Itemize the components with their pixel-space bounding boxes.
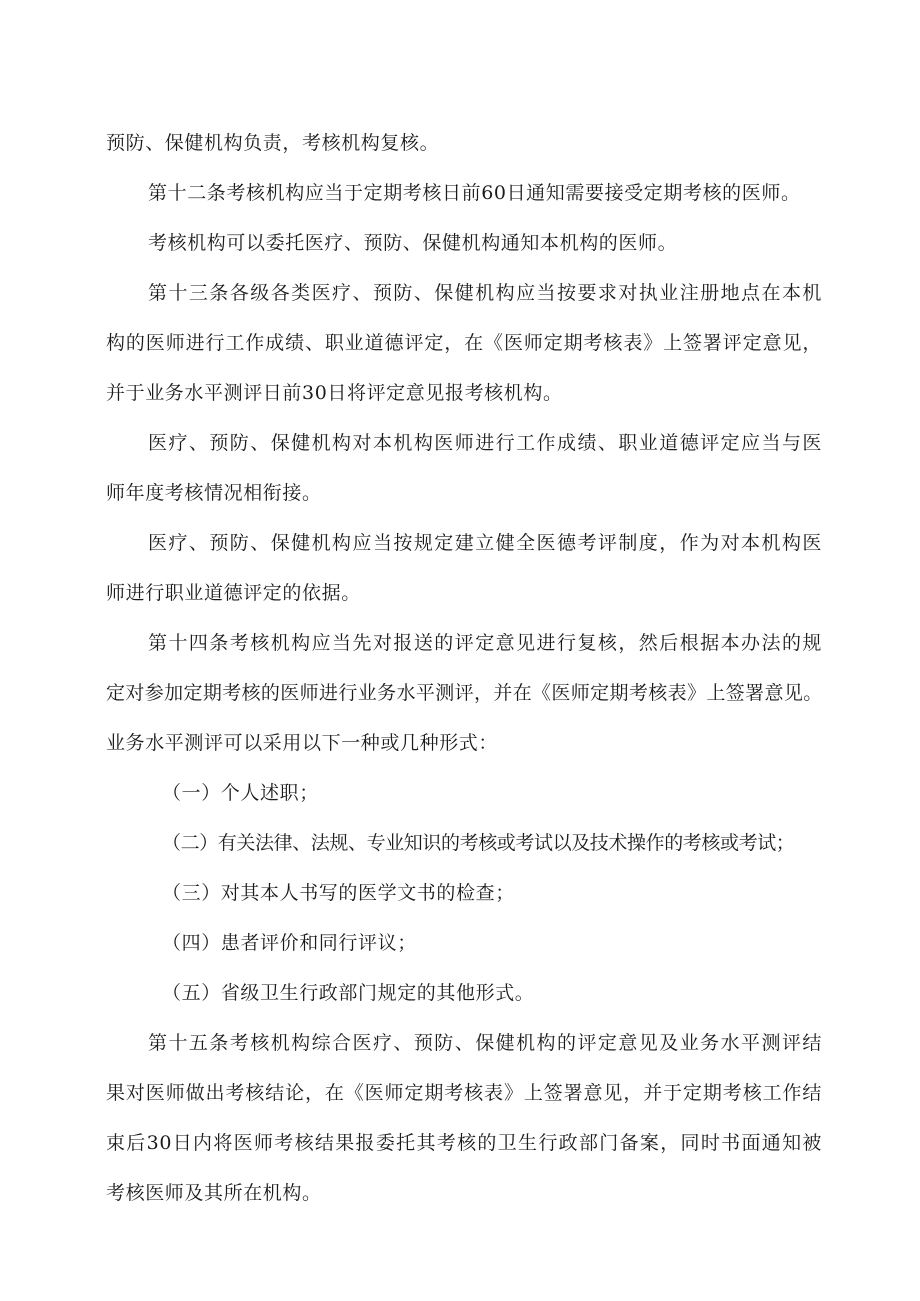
list-item: （一）个人述职； bbox=[162, 782, 319, 804]
paragraph-line: 业务水平测评可以采用以下一种或几种形式： bbox=[106, 732, 499, 754]
paragraph-line: 预防、保健机构负责，考核机构复核。 bbox=[106, 132, 440, 154]
paragraph-line: 考核医师及其所在机构。 bbox=[106, 1182, 322, 1204]
paragraph-line: 定对参加定期考核的医师进行业务水平测评，并在《医师定期考核表》上签署意见。 bbox=[106, 682, 822, 704]
paragraph-line: 第十五条考核机构综合医疗、预防、保健机构的评定意见及业务水平测评结 bbox=[148, 1032, 822, 1054]
paragraph-line: 束后30日内将医师考核结果报委托其考核的卫生行政部门备案，同时书面通知被 bbox=[106, 1132, 822, 1154]
paragraph-line: 医疗、预防、保健机构应当按规定建立健全医德考评制度，作为对本机构医 bbox=[148, 532, 822, 554]
paragraph-line: 师进行职业道德评定的依据。 bbox=[106, 582, 361, 604]
paragraph-line: 并于业务水平测评日前30日将评定意见报考核机构。 bbox=[106, 382, 563, 404]
list-item: （二）有关法律、法规、专业知识的考核或考试以及技术操作的考核或考试； bbox=[162, 832, 795, 854]
paragraph-line: 第十三条各级各类医疗、预防、保健机构应当按要求对执业注册地点在本机 bbox=[148, 282, 822, 304]
paragraph-line: 果对医师做出考核结论，在《医师定期考核表》上签署意见，并于定期考核工作结 bbox=[106, 1082, 822, 1104]
paragraph-line: 师年度考核情况相衔接。 bbox=[106, 482, 322, 504]
paragraph-line: 考核机构可以委托医疗、预防、保健机构通知本机构的医师。 bbox=[148, 232, 678, 254]
list-item: （四）患者评价和同行评议； bbox=[162, 932, 417, 954]
list-item: （五）省级卫生行政部门规定的其他形式。 bbox=[162, 982, 535, 1004]
list-item: （三）对其本人书写的医学文书的检查； bbox=[162, 882, 515, 904]
paragraph-line: 构的医师进行工作成绩、职业道德评定，在《医师定期考核表》上签署评定意见， bbox=[106, 332, 822, 354]
paragraph-line: 第十二条考核机构应当于定期考核日前60日通知需要接受定期考核的医师。 bbox=[148, 182, 801, 204]
paragraph-line: 第十四条考核机构应当先对报送的评定意见进行复核，然后根据本办法的规 bbox=[148, 632, 822, 654]
paragraph-line: 医疗、预防、保健机构对本机构医师进行工作成绩、职业道德评定应当与医 bbox=[148, 432, 822, 454]
